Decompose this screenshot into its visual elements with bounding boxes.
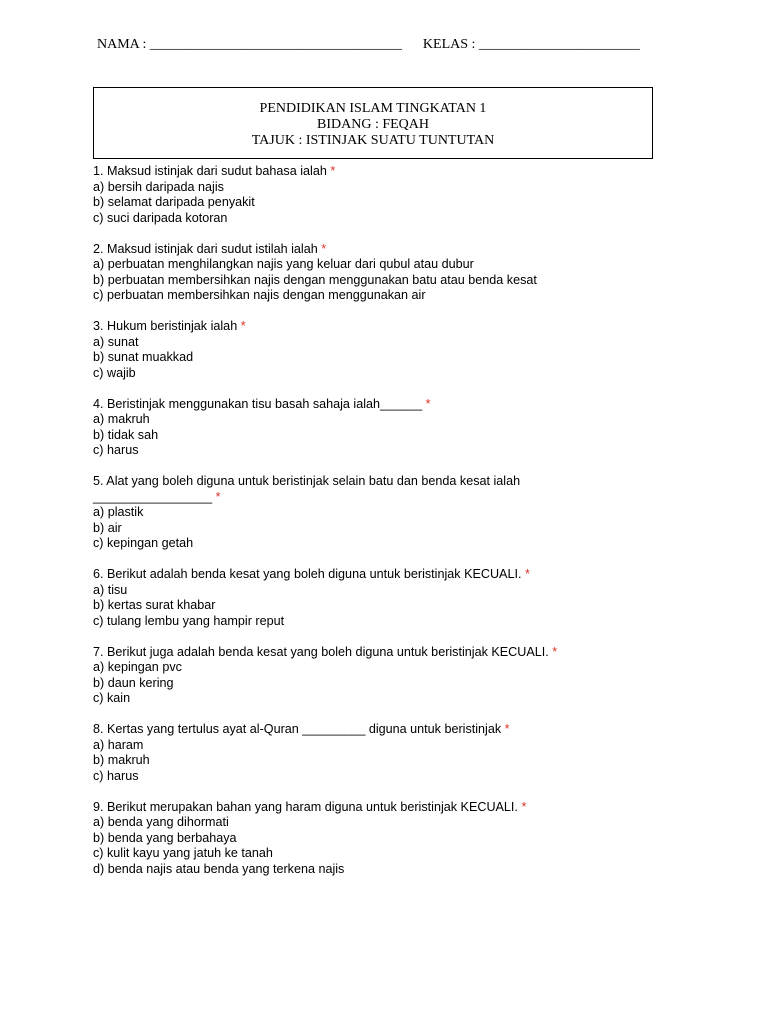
answer-option[interactable]: c) harus	[93, 443, 139, 457]
answer-option[interactable]: b) makruh	[93, 753, 150, 767]
question-stem: 7. Berikut juga adalah benda kesat yang boleh diguna untuk beristinjak KECUALI.	[93, 644, 549, 659]
question-4	[93, 397, 693, 459]
question-stem: 8. Kertas yang tertulus ayat al-Quran _________ diguna untuk beristinjak	[93, 722, 502, 736]
answer-option[interactable]: c) perbuatan membersihkan najis dengan menggunakan air	[93, 288, 426, 302]
answer-option[interactable]: a) makruh	[93, 412, 150, 426]
question-6	[93, 567, 693, 629]
question-text	[93, 722, 693, 738]
question-3	[93, 319, 693, 381]
question-text	[93, 164, 693, 180]
answer-option[interactable]: a) benda yang dihormati	[93, 815, 229, 829]
answer-option[interactable]: a) kepingan pvc	[93, 660, 182, 674]
answer-option[interactable]: a) sunat	[93, 334, 139, 349]
answer-option[interactable]: c) kain	[93, 691, 131, 705]
answer-option[interactable]: b) kertas surat khabar	[93, 598, 216, 612]
answer-option[interactable]: c) kepingan getah	[93, 536, 194, 550]
question-list	[93, 164, 693, 893]
question-text	[93, 645, 693, 661]
answer-option[interactable]: c) harus	[93, 768, 139, 783]
answer-option[interactable]: b) daun kering	[93, 675, 174, 690]
question-stem: 6. Berikut adalah benda kesat yang boleh diguna untuk beristinjak KECUALI.	[93, 567, 522, 581]
worksheet-title-box	[93, 87, 653, 159]
question-stem: 5. Alat yang boleh diguna untuk beristinjak selain batu dan benda kesat ialah	[93, 474, 521, 488]
required-star: *	[524, 567, 530, 581]
question-stem: 4. Beristinjak menggunakan tisu basah sahaja ialah______	[93, 396, 423, 411]
question-stem: 1. Maksud istinjak dari sudut bahasa ialah	[93, 164, 327, 178]
question-9	[93, 800, 693, 878]
required-star: *	[521, 799, 527, 814]
class-field[interactable]: KELAS : _______________________	[422, 37, 640, 52]
question-stem: 9. Berikut merupakan bahan yang haram diguna untuk beristinjak KECUALI.	[93, 799, 518, 814]
question-1	[93, 164, 693, 226]
answer-option[interactable]: b) sunat muakkad	[93, 350, 194, 364]
answer-blank: _________________	[93, 489, 213, 504]
answer-option[interactable]: a) perbuatan menghilangkan najis yang keluar dari qubul atau dubur	[93, 257, 474, 271]
answer-option[interactable]: b) tidak sah	[93, 427, 159, 442]
required-star: *	[425, 396, 431, 411]
question-text	[93, 800, 693, 816]
question-stem: 3. Hukum beristinjak ialah	[93, 319, 238, 333]
question-text-continued	[93, 490, 693, 506]
answer-option[interactable]: c) kulit kayu yang jatuh ke tanah	[93, 846, 273, 860]
required-star: *	[215, 489, 221, 504]
answer-option[interactable]: a) plastik	[93, 505, 144, 519]
answer-option[interactable]: a) haram	[93, 737, 144, 752]
answer-option[interactable]: d) benda najis atau benda yang terkena najis	[93, 861, 345, 876]
question-text	[93, 397, 693, 413]
topic-title: TAJUK : ISTINJAK SUATU TUNTUTAN	[251, 133, 495, 148]
question-text	[93, 474, 693, 490]
required-star: *	[321, 241, 327, 256]
question-2	[93, 242, 693, 304]
question-stem: 2. Maksud istinjak dari sudut istilah ialah	[93, 241, 318, 256]
required-star: *	[330, 164, 336, 178]
answer-option[interactable]: c) suci daripada kotoran	[93, 210, 228, 225]
question-text	[93, 319, 693, 335]
field-title: BIDANG : FEQAH	[317, 117, 429, 132]
answer-option[interactable]: b) air	[93, 520, 122, 535]
name-field[interactable]: NAMA : ____________________________________	[97, 37, 402, 52]
answer-option[interactable]: a) tisu	[93, 582, 128, 597]
answer-option[interactable]: a) bersih daripada najis	[93, 179, 224, 194]
required-star: *	[240, 319, 246, 333]
answer-option[interactable]: c) tulang lembu yang hampir reput	[93, 613, 285, 628]
answer-option[interactable]: b) perbuatan membersihkan najis dengan menggunakan batu atau benda kesat	[93, 272, 537, 287]
subject-title: PENDIDIKAN ISLAM TINGKATAN 1	[259, 101, 487, 116]
required-star: *	[552, 644, 558, 659]
student-info-row	[97, 36, 697, 54]
question-7	[93, 645, 693, 707]
answer-option[interactable]: b) selamat daripada penyakit	[93, 195, 255, 209]
question-8	[93, 722, 693, 784]
answer-option[interactable]: b) benda yang berbahaya	[93, 830, 237, 845]
answer-option[interactable]: c) wajib	[93, 365, 136, 380]
question-5	[93, 474, 693, 552]
required-star: *	[504, 722, 510, 736]
question-text	[93, 242, 693, 258]
question-text	[93, 567, 693, 583]
